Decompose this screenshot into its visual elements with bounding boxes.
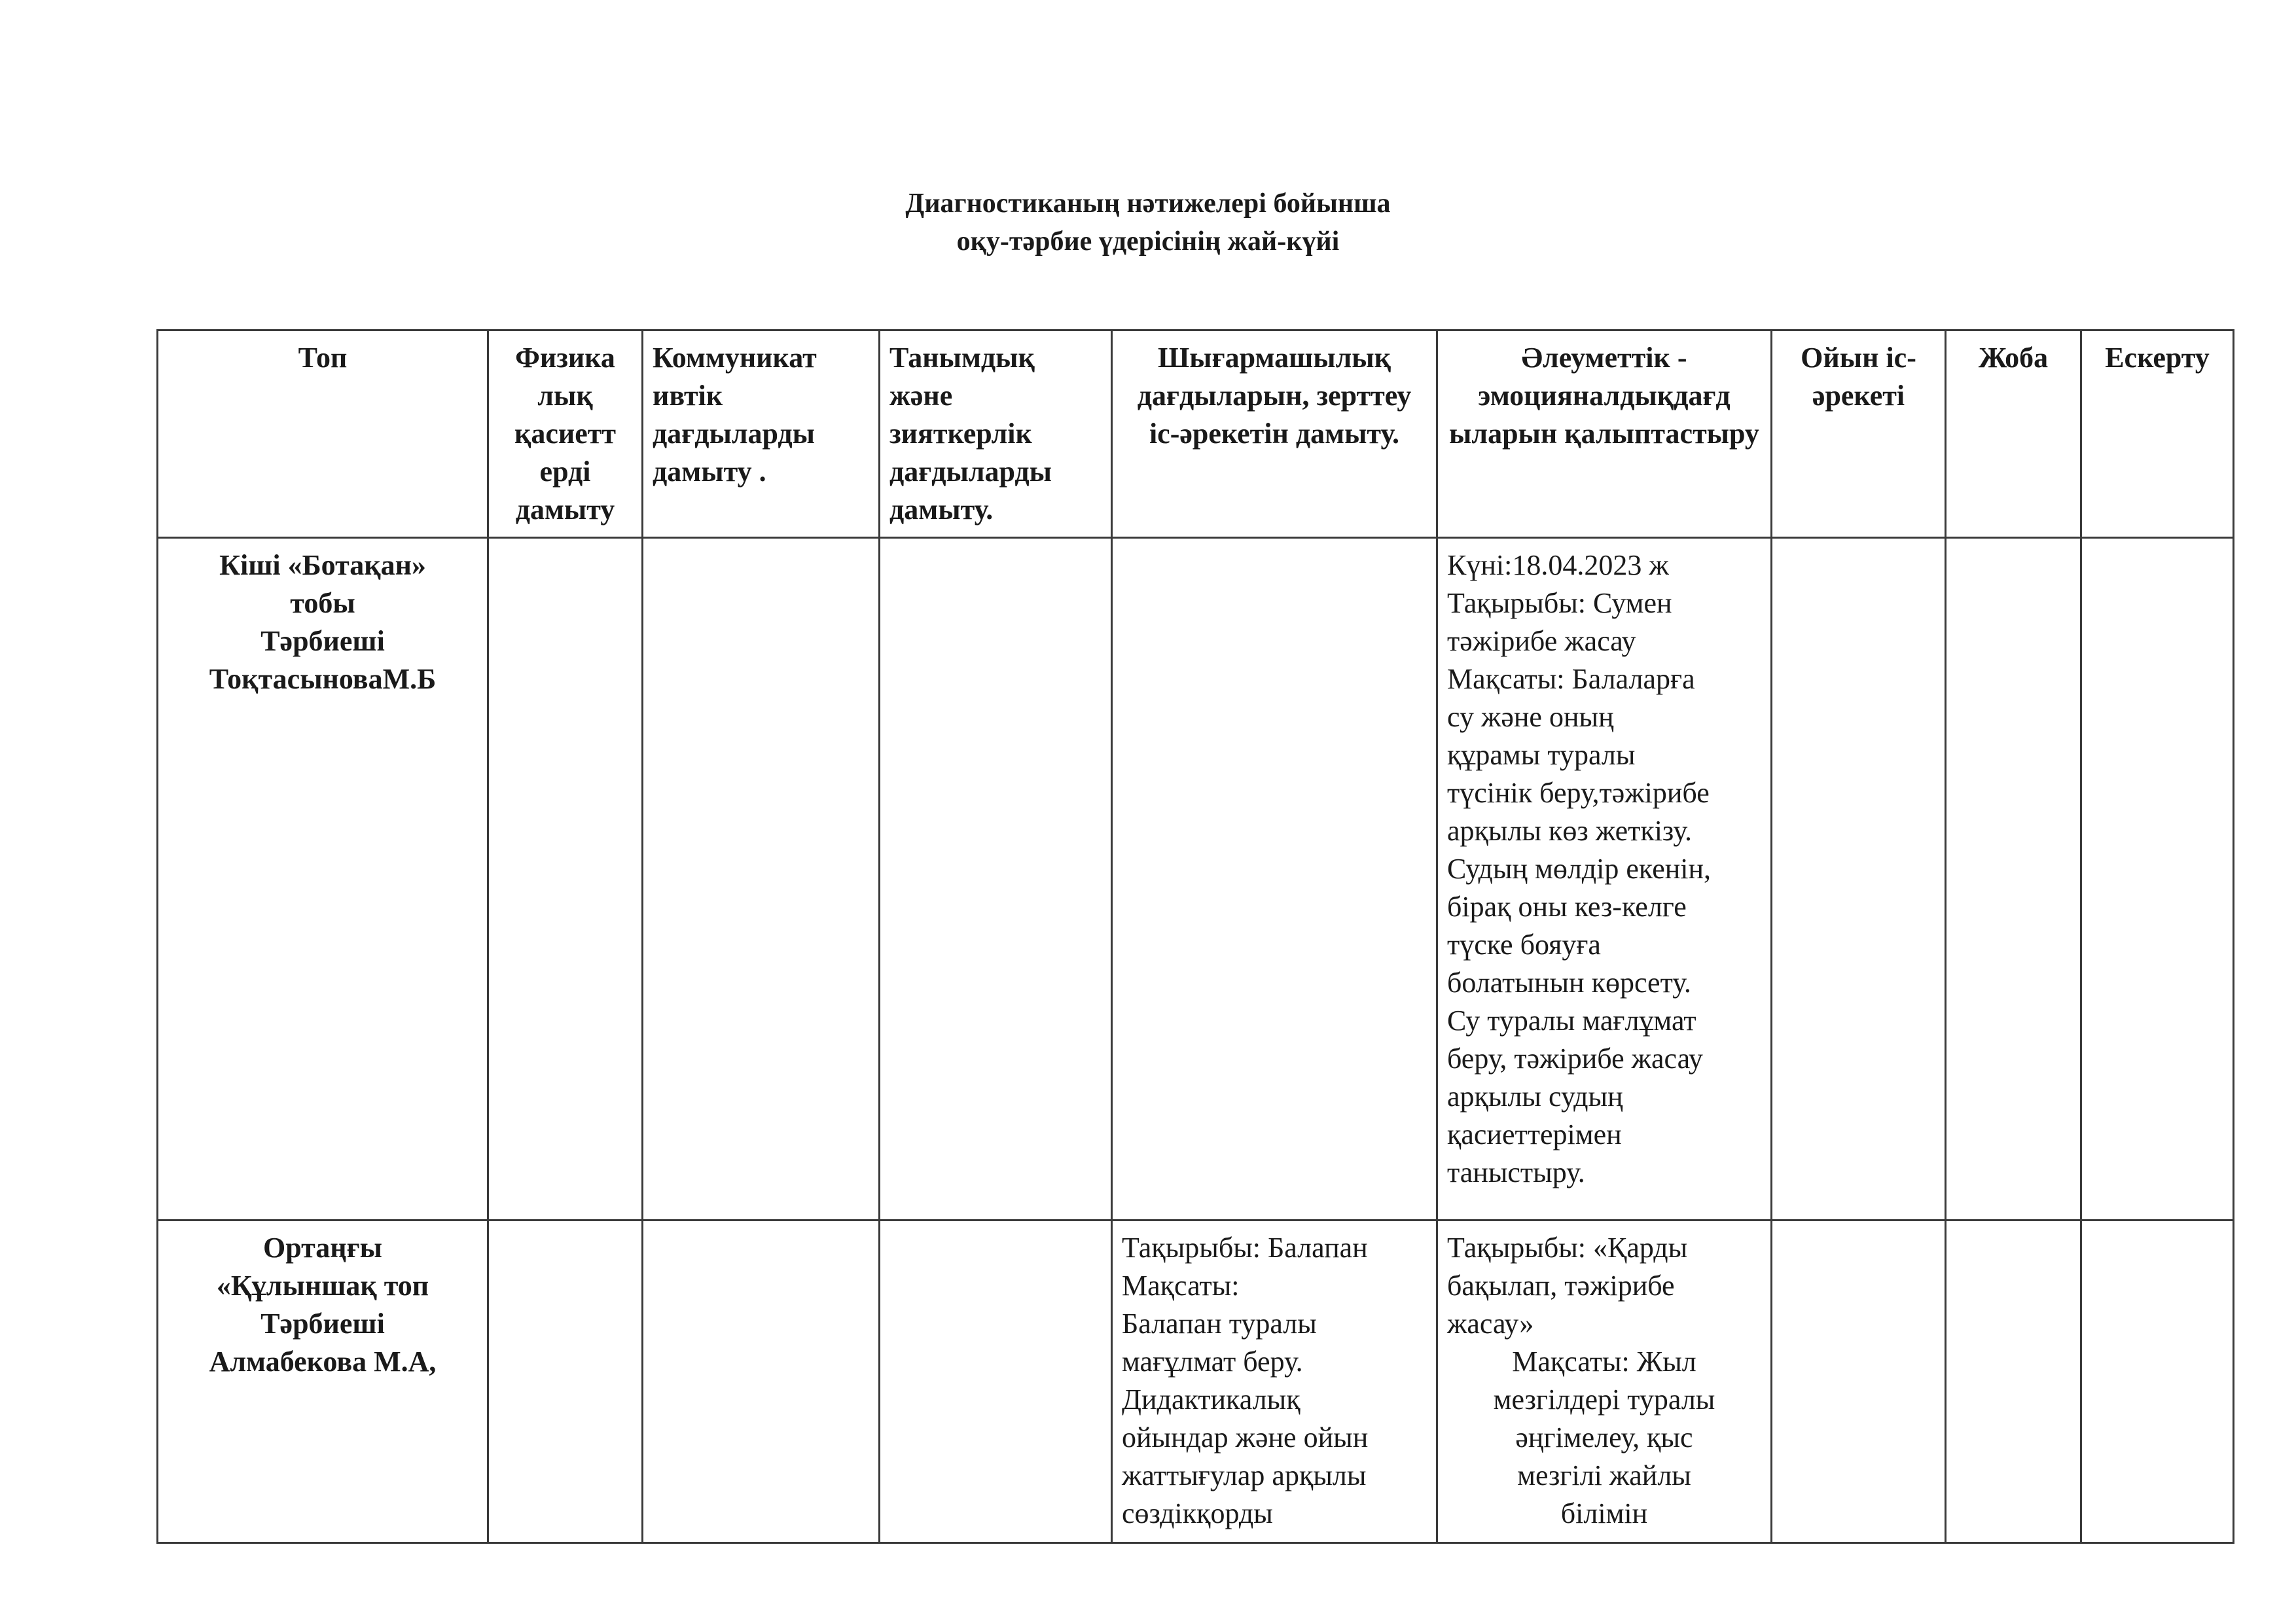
group-line: ТоқтасыноваМ.Б [209,663,437,695]
cell-line: Тақырыбы: Сумен [1447,587,1672,619]
creative-cell [1112,538,1437,1221]
communication-cell [643,1221,880,1543]
cognitive-cell [880,538,1112,1221]
title-line-2: оқу-тәрбие үдерісінің жай-күйі [956,226,1340,257]
play-activity-cell [1772,1221,1946,1543]
table-row [158,1221,2234,1543]
cell-line: түсінік беру,тәжірибе [1447,777,1710,809]
cell-line: жасау» [1447,1308,1534,1340]
project-cell [1946,538,2081,1221]
diagnostics-table [156,329,2234,1544]
cell-line: бірақ оны кез-келге [1447,891,1687,923]
group-cell [158,538,488,1221]
cell-line: Тақырыбы: «Қарды [1447,1232,1688,1264]
cell-line: құрамы туралы [1447,739,1636,771]
header-play-activity: Ойын іс- әрекеті [1772,330,1946,538]
group-line: тобы [290,587,355,619]
creative-cell [1112,1221,1437,1543]
cell-line: жаттығулар арқылы [1122,1459,1367,1491]
cell-line: әңгімелеу, қыс [1515,1421,1693,1454]
cell-line: Тақырыбы: Балапан [1122,1232,1368,1264]
social-emotional-cell [1437,538,1772,1221]
header-project: Жоба [1946,330,2081,538]
header-communication: Коммуникат ивтік дағдыларды дамыту . [643,330,880,538]
cell-line: Балапан туралы [1122,1308,1317,1340]
group-line: Тәрбиеші [260,1308,385,1340]
cell-line: арқылы судың [1447,1080,1623,1113]
cell-line: болатынын көрсету. [1447,967,1691,999]
document-title [0,185,2296,260]
group-line: «Құлыншақ топ [216,1270,429,1302]
cell-line: мезгілдері туралы [1493,1383,1715,1416]
cell-line: Мақсаты: [1122,1270,1240,1302]
header-cognitive: Танымдық және зияткерлік дағдыларды дамыту. [880,330,1112,538]
communication-cell [643,538,880,1221]
cell-line: Су туралы мағлұмат [1447,1005,1696,1037]
cell-line: Күні:18.04.2023 ж [1447,549,1669,581]
cell-line: мезгілі жайлы [1517,1459,1691,1491]
note-cell [2081,538,2234,1221]
physical-cell [488,1221,643,1543]
play-activity-cell [1772,538,1946,1221]
physical-cell [488,538,643,1221]
cell-line: ойындар және ойын [1122,1421,1369,1454]
cell-line: Мақсаты: Балаларға [1447,663,1695,695]
group-line: Ортаңғы [263,1232,382,1264]
cell-line: арқылы көз жеткізу. [1447,815,1692,847]
group-line: Кіші «Ботақан» [219,549,426,581]
header-row [158,330,2234,538]
header-note: Ескерту [2081,330,2234,538]
header-creative: Шығармашылық дағдыларын, зерттеу іс-әрекетін дамыту. [1112,330,1437,538]
group-cell [158,1221,488,1543]
cell-line: Дидактикалық [1122,1383,1300,1416]
group-line: Тәрбиеші [260,625,385,657]
header-social-emotional: Әлеуметтік - эмоцияналдықдағд ыларын қалыптастыру [1437,330,1772,538]
cell-line: сөздікқорды [1122,1497,1273,1529]
cell-line: қасиеттерімен [1447,1118,1622,1150]
header-group: Топ [158,330,488,538]
cell-line: мағұлмат беру. [1122,1346,1303,1378]
group-line: Алмабекова М.А, [209,1346,437,1378]
cell-line: білімін [1560,1497,1648,1529]
note-cell [2081,1221,2234,1543]
title-line-1: Диагностиканың нәтижелері бойынша [905,188,1391,219]
cognitive-cell [880,1221,1112,1543]
cell-line: Мақсаты: Жыл [1512,1346,1696,1378]
cell-line: су және оның [1447,701,1614,733]
cell-line: таныстыру. [1447,1156,1585,1188]
social-emotional-cell [1437,1221,1772,1543]
project-cell [1946,1221,2081,1543]
header-physical: Физика лық қасиетт ерді дамыту [488,330,643,538]
cell-line: бақылап, тәжірибе [1447,1270,1675,1302]
cell-line: Судың мөлдір екенін, [1447,853,1712,885]
cell-line: беру, тәжірибе жасау [1447,1043,1703,1075]
cell-line: тәжірибе жасау [1447,625,1636,657]
cell-line: түске бояуға [1447,929,1601,961]
table-row [158,538,2234,1221]
